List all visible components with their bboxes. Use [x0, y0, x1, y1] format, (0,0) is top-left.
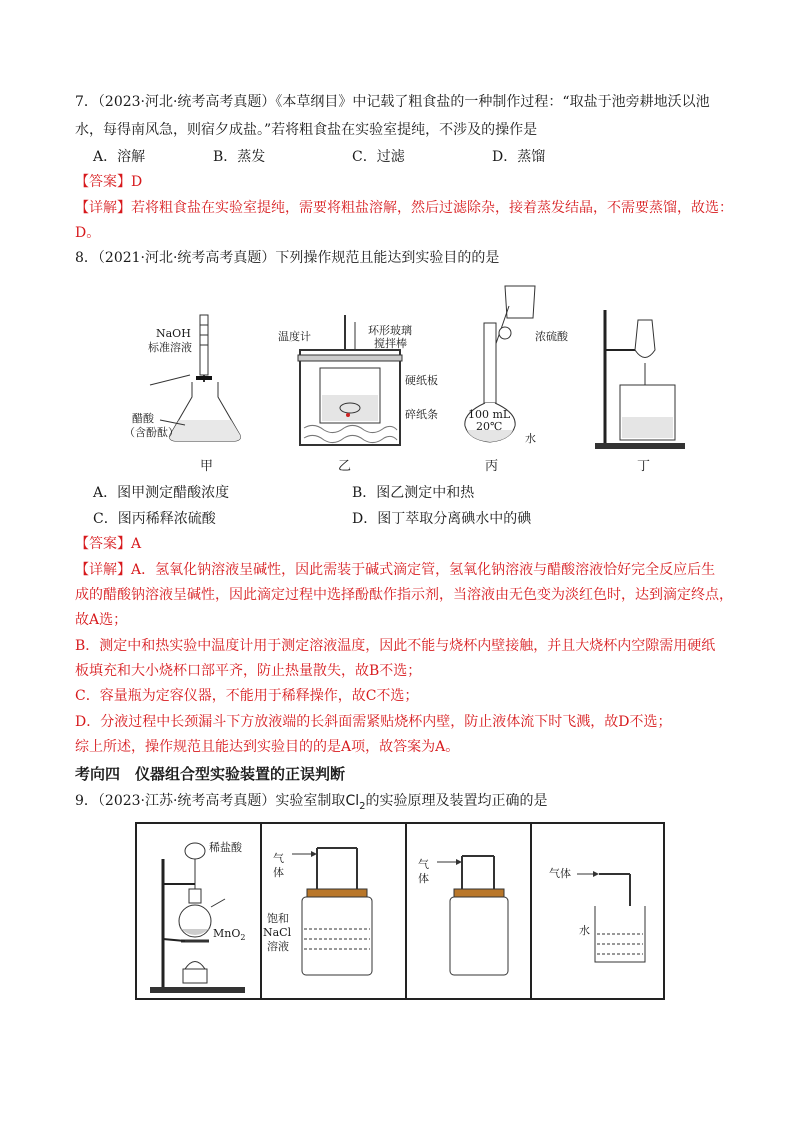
q9-formula-sub: 2: [359, 800, 366, 812]
q8-detail-line1: 【详解】A．氢氧化钠溶液呈碱性，因此需装于碱式滴定管，氢氧化钠溶液与醋酸溶液恰好完全反应后生: [75, 562, 716, 578]
q7-detail-line1: 【详解】若将粗食盐在实验室提纯，需要将粗盐溶解，然后过滤除杂，接着蒸发结晶，不需要蒸馏，故选：: [75, 200, 733, 216]
q8-detail-line3: 故A选；: [75, 612, 128, 628]
collector-drawing: [412, 834, 527, 994]
figure-bing-flask: [455, 278, 575, 475]
p3-label-gas2: 体: [418, 872, 429, 885]
q9-figure-table: [135, 822, 665, 1000]
ding-caption: 丁: [637, 459, 651, 474]
yi-label-thermometer: 温度计: [278, 330, 311, 343]
q8-option-d: D．图丁萃取分离碘水中的碘: [352, 511, 532, 527]
yi-label-paper: 碎纸条: [405, 408, 438, 421]
q8-detail-line4: B．测定中和热实验中温度计用于测定溶液温度，因此不能与烧杯内壁接触，并且大烧杯内空隙需用硬纸: [75, 638, 716, 654]
generator-drawing: [145, 829, 257, 997]
q9-stem-post: 的实验原理及装置均正确的是: [365, 793, 548, 809]
jia-label-acetic: 醋酸: [132, 412, 154, 425]
q7-stem-line2: 水，每得南风急，则宿夕成盐。”若将粗食盐在实验室提纯，不涉及的操作是: [75, 122, 538, 138]
q9-panel-collector: [412, 834, 527, 994]
figure-jia-titration: [124, 300, 270, 475]
p2-label-gas2: 体: [273, 866, 284, 879]
p2-label-sol3: 溶液: [267, 940, 289, 953]
p2-label-sol1: 饱和: [267, 912, 289, 925]
q9-formula: [345, 793, 366, 812]
yi-label-stirrer2: 搅拌棒: [374, 337, 407, 350]
q8-detail-line7: D．分液过程中长颈漏斗下方放液端的长斜面需紧贴烧杯内壁，防止液体流下时飞溅，故D不选；: [75, 714, 672, 730]
figure-yi-calorimeter: [280, 310, 440, 475]
q7-answer: 【答案】D: [75, 174, 143, 190]
section-heading: 考向四 仪器组合型实验装置的正误判断: [75, 765, 346, 783]
p4-label-gas: 气体: [549, 867, 571, 880]
q8-option-a: A．图甲测定醋酸浓度: [93, 485, 230, 501]
flask-drawing: [455, 278, 575, 475]
q7-option-b: B．蒸发: [213, 149, 266, 165]
p1-solid-text: MnO: [213, 927, 241, 940]
q8-option-c: C．图丙稀释浓硫酸: [93, 511, 216, 527]
q8-stem: 8．（2021·河北·统考高考真题）下列操作规范且能达到实验目的的是: [75, 250, 500, 266]
q8-detail-line2: 成的醋酸钠溶液呈碱性，因此滴定过程中选择酚酞作指示剂，当溶液由无色变为淡红色时，达到滴定终点，: [75, 587, 733, 603]
bing-label-temp: 20℃: [476, 420, 503, 433]
funnel-drawing: [595, 305, 695, 475]
bing-caption: 丙: [485, 459, 499, 474]
jia-label-naoh: NaOH: [156, 327, 191, 340]
jia-caption: 甲: [200, 459, 214, 474]
q7-detail-line2: D。: [75, 225, 101, 241]
p3-label-gas1: 气: [418, 858, 429, 871]
p4-label-water: 水: [579, 924, 590, 937]
yi-label-stirrer: 环形玻璃: [368, 324, 412, 337]
yi-label-board: 硬纸板: [405, 374, 438, 387]
p2-label-sol2: NaCl: [263, 926, 292, 939]
bing-label-volume: 100 mL: [468, 408, 511, 421]
q9-stem-pre: 9．（2023·江苏·统考高考真题）实验室制取: [75, 793, 346, 809]
figure-ding-funnel: [595, 305, 695, 475]
bing-label-water: 水: [525, 432, 536, 445]
q7-option-a: A．溶解: [93, 149, 146, 165]
q9-panel-beaker: [537, 834, 662, 994]
p1-label-acid: 稀盐酸: [209, 841, 242, 854]
q9-panel-washbottle: [263, 834, 402, 994]
q8-detail-line5: 板填充和大小烧杯口部平齐，防止热量散失，故B不选；: [75, 663, 422, 679]
q8-detail-line6: C．容量瓶为定容仪器，不能用于稀释操作，故C不选；: [75, 688, 419, 704]
q9-panel-generator: [145, 829, 257, 997]
q8-answer: 【答案】A: [75, 536, 142, 552]
jia-label-standard: 标准溶液: [148, 341, 192, 354]
q8-option-b: B．图乙测定中和热: [352, 485, 475, 501]
beaker-drawing: [537, 834, 662, 994]
bing-label-acid: 浓硫酸: [535, 330, 568, 343]
q9-stem: [75, 791, 547, 817]
q8-detail-line8: 综上所述，操作规范且能达到实验目的的是A项，故答案为A。: [75, 739, 460, 755]
q7-option-c: C．过滤: [352, 149, 405, 165]
titration-drawing: [130, 300, 270, 475]
q7-option-d: D．蒸馏: [492, 149, 546, 165]
q9-formula-symbol: Cl: [345, 793, 360, 809]
p1-solid-sub: 2: [240, 933, 246, 943]
yi-caption: 乙: [338, 459, 352, 474]
jia-label-phenol: （含酚酞）: [124, 426, 179, 439]
p2-label-gas1: 气: [273, 852, 284, 865]
q7-stem-line1: 7．（2023·河北·统考高考真题）《本草纲目》中记载了粗食盐的一种制作过程：“取盐于池旁耕地沃以池: [75, 94, 710, 110]
p1-label-solid: [213, 927, 245, 944]
